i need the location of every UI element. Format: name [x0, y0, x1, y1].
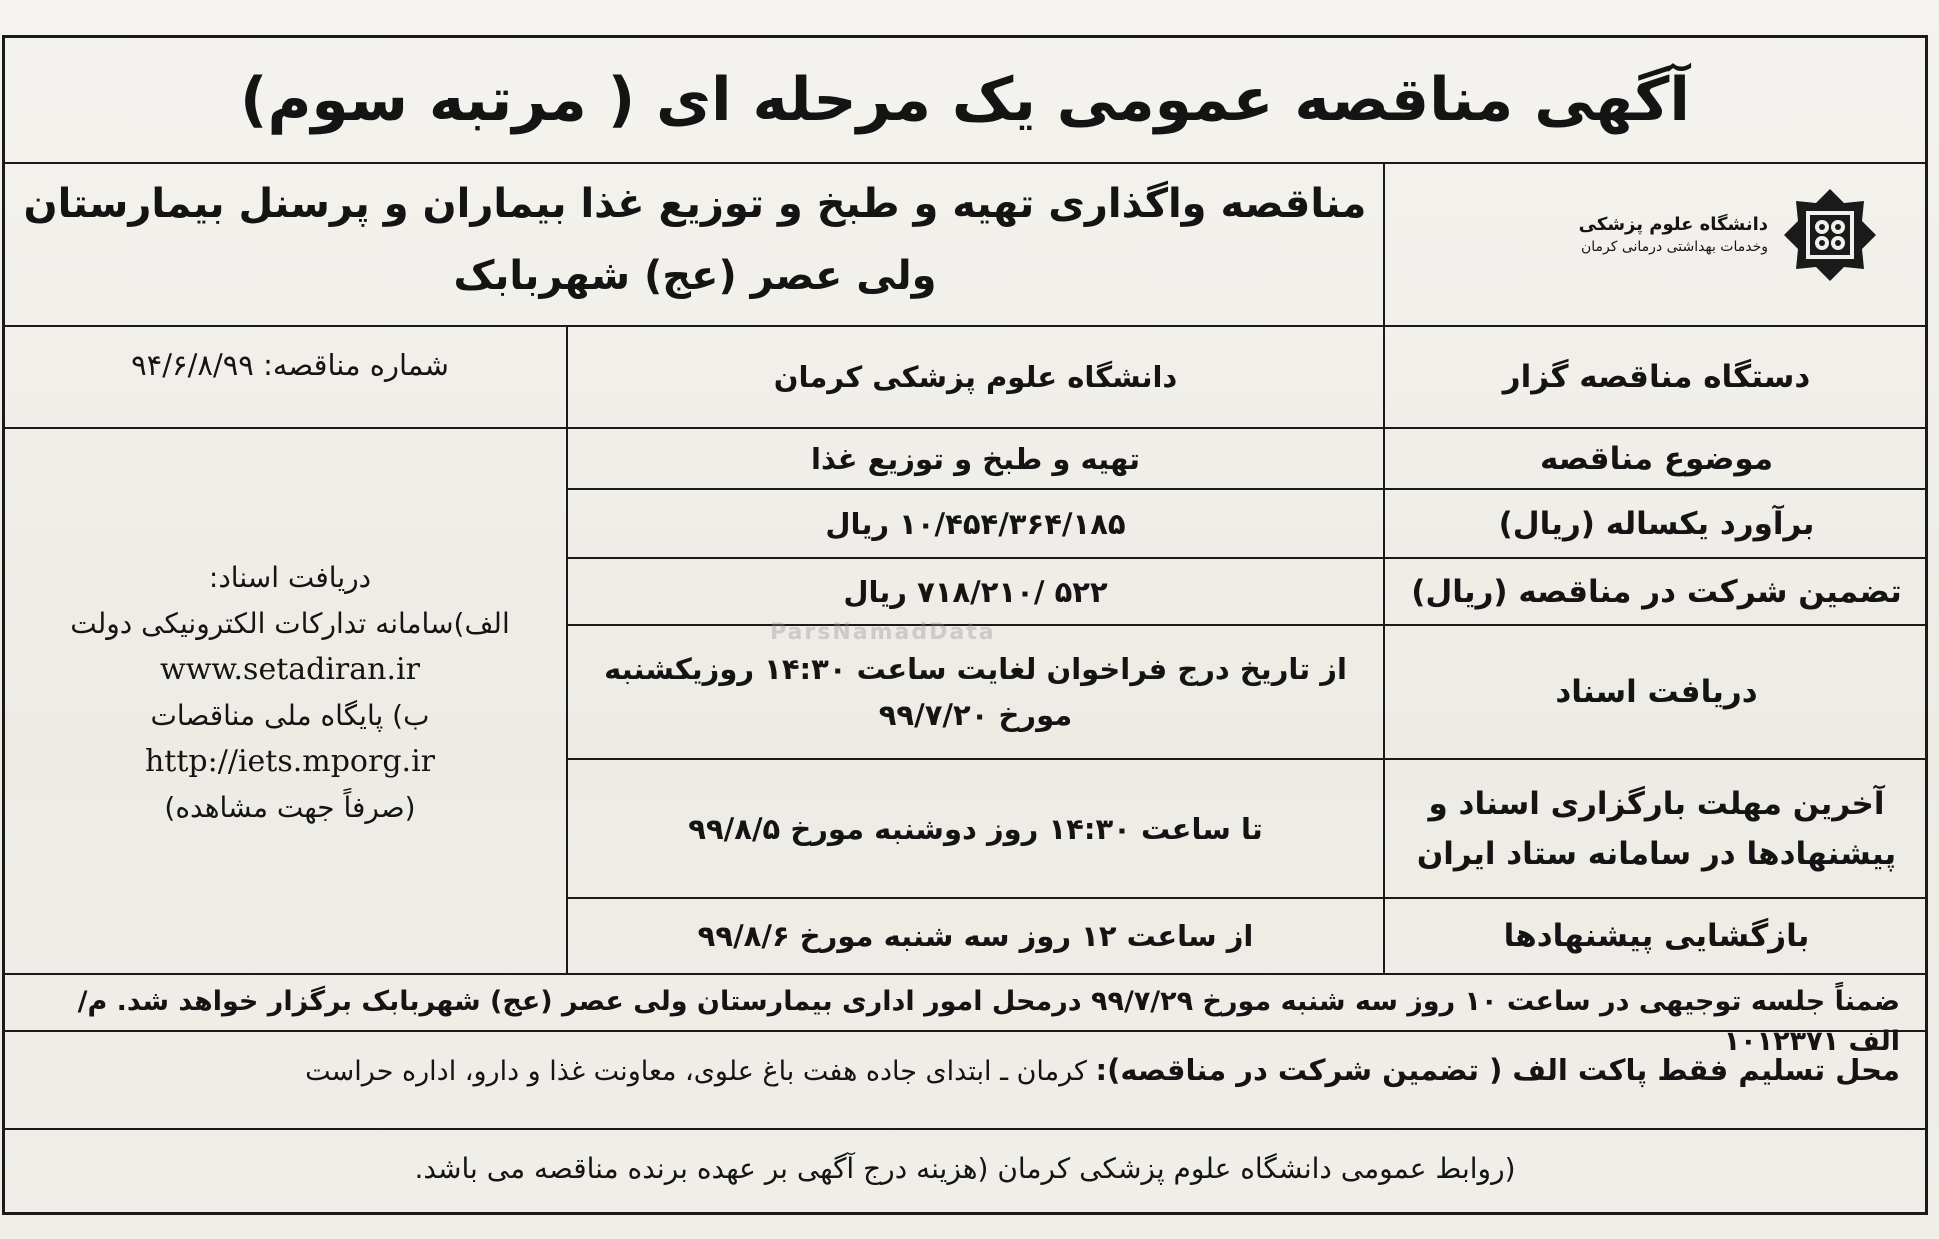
row-label: برآورد یکساله (ریال)	[1498, 505, 1815, 542]
row-value: تهیه و طبخ و توزیع غذا	[811, 441, 1141, 476]
logo-line-1: دانشگاه علوم پزشکی	[1578, 214, 1768, 236]
row-value: تا ساعت ۱۴:۳۰ روز دوشنبه مورخ ۹۹/۸/۵	[688, 811, 1263, 846]
ad-title: آگهی مناقصه عمومی یک مرحله ای ( مرتبه سوم)	[240, 65, 1690, 135]
source-b: ب) پایگاه ملی مناقصات	[150, 699, 430, 732]
source-a: الف)سامانه تدارکات الکترونیکی دولت	[70, 607, 510, 640]
university-emblem-icon	[1780, 185, 1880, 285]
briefing-note: ضمناً جلسه توجیهی در ساعت ۱۰ روز سه شنبه مورخ ۹۹/۷/۲۹ درمحل امور اداری بیمارستان ولی عصر (عج) شهربابک برگزار خواهد شد. م/الف ۱۰۱۲۳۷۱	[77, 986, 1900, 1057]
footer-note: (روابط عمومی دانشگاه علوم پزشکی کرمان (هزینه درج آگهی بر عهده برنده مناقصه می باشد.	[414, 1152, 1516, 1185]
logo-line-2: وخدمات بهداشتی درمانی کرمان	[1580, 238, 1768, 255]
divider	[2, 973, 1928, 975]
view-only-note: (صرفاً جهت مشاهده)	[164, 791, 416, 824]
tender-subject: مناقصه واگذاری تهیه و طبخ و توزیع غذا بیماران و پرسنل بیمارستان ولی عصر (عج) شهربابک	[23, 181, 1367, 299]
delivery-label: محل تسلیم فقط پاکت الف ( تضمین شرکت در مناقصه):	[1095, 1053, 1900, 1087]
divider	[2, 1128, 1928, 1130]
row-value: دانشگاه علوم پزشکی کرمان	[773, 360, 1178, 394]
divider	[2, 162, 1928, 164]
row-label: آخرین مهلت بارگزاری اسناد و پیشنهادها در سامانه ستاد ایران	[1416, 785, 1897, 872]
row-label: دریافت اسناد	[1555, 674, 1758, 710]
document-sources	[30, 555, 550, 865]
row-value: از تاریخ درج فراخوان لغایت ساعت ۱۴:۳۰ روزیکشنبه مورخ ۹۹/۷/۲۰	[604, 652, 1347, 732]
row-value: ۵۲۲ /۷۱۸/۲۱۰ ریال	[843, 574, 1108, 609]
tender-number: شماره مناقصه: ۹۴/۶/۸/۹۹	[131, 348, 449, 382]
row-label: بازگشایی پیشنهادها	[1503, 918, 1810, 954]
source-a-url: www.setadiran.ir	[160, 652, 420, 687]
university-logo	[1540, 180, 1880, 290]
documents-heading: دریافت اسناد:	[208, 561, 372, 594]
row-value: ۱۰/۴۵۴/۳۶۴/۱۸۵ ریال	[825, 506, 1126, 541]
row-label: دستگاه مناقصه گزار	[1502, 359, 1811, 395]
row-label: تضمین شرکت در مناقصه (ریال)	[1411, 573, 1902, 610]
row-value: از ساعت ۱۲ روز سه شنبه مورخ ۹۹/۸/۶	[697, 919, 1254, 953]
delivery-note	[30, 1048, 1900, 1094]
source-b-url: http://iets.mporg.ir	[144, 744, 436, 779]
delivery-value: کرمان ـ ابتدای جاده هفت باغ علوی، معاونت غذا و دارو، اداره حراست	[305, 1056, 1087, 1087]
row-label: موضوع مناقصه	[1539, 440, 1774, 477]
watermark: ParsNamadData	[770, 620, 996, 645]
